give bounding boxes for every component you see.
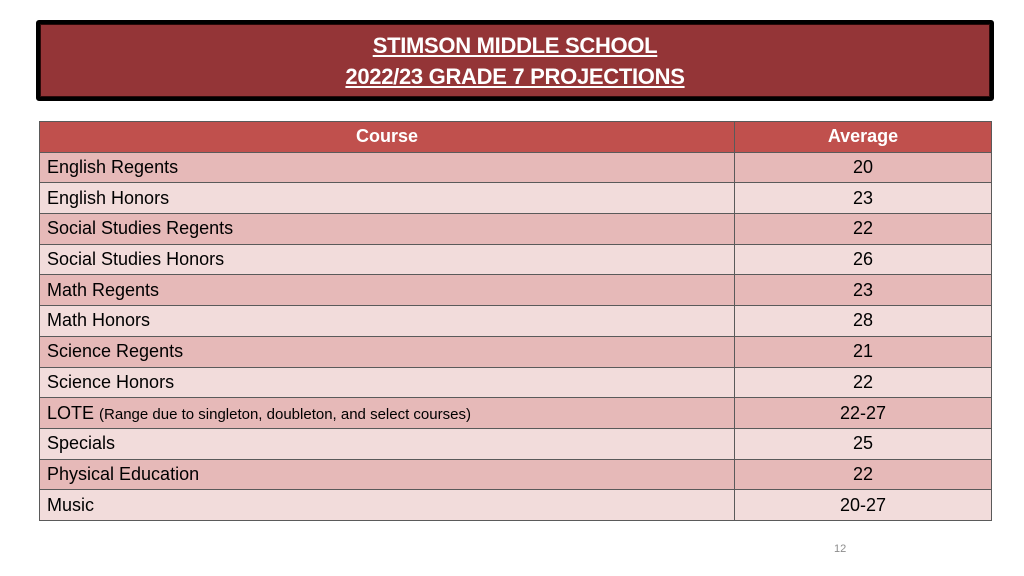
- course-cell: [40, 152, 735, 183]
- course-name: LOTE: [47, 402, 95, 423]
- course-name: Physical Education: [47, 463, 200, 484]
- header-course: Course: [40, 122, 735, 153]
- course-cell: [40, 244, 735, 275]
- table-body: [40, 152, 992, 520]
- average-cell: 23: [735, 183, 992, 214]
- title-banner: [36, 20, 994, 101]
- course-name: Social Studies Honors: [47, 249, 225, 270]
- course-cell: [40, 214, 735, 245]
- course-name: English Honors: [47, 187, 170, 208]
- course-note: (Range due to singleton, doubleton, and select courses): [99, 405, 471, 423]
- average-cell: 22: [735, 459, 992, 490]
- course-cell: [40, 336, 735, 367]
- header-average: Average: [735, 122, 992, 153]
- table-row: [40, 490, 992, 521]
- average-cell: 25: [735, 428, 992, 459]
- table-row: [40, 306, 992, 337]
- course-name: Specials: [47, 433, 116, 454]
- table-row: [40, 459, 992, 490]
- average-cell: 22: [735, 214, 992, 245]
- course-name: Math Honors: [47, 310, 151, 331]
- course-name: English Regents: [47, 157, 179, 178]
- course-name: Social Studies Regents: [47, 218, 234, 239]
- course-cell: [40, 275, 735, 306]
- course-cell: [40, 490, 735, 521]
- table-row: [40, 428, 992, 459]
- course-cell: [40, 428, 735, 459]
- table-row: [40, 183, 992, 214]
- course-cell: [40, 459, 735, 490]
- average-cell: 28: [735, 306, 992, 337]
- average-cell: 22: [735, 367, 992, 398]
- course-name: Math Regents: [47, 279, 160, 300]
- table-header-row: [40, 122, 992, 153]
- table-row: [40, 152, 992, 183]
- table-row: [40, 244, 992, 275]
- course-cell: [40, 398, 735, 429]
- course-name: Science Regents: [47, 341, 184, 362]
- projections-table: [39, 121, 992, 521]
- course-name: Music: [47, 494, 95, 515]
- title-projections: 2022/23 GRADE 7 PROJECTIONS: [345, 63, 685, 89]
- title-school: STIMSON MIDDLE SCHOOL: [372, 32, 658, 58]
- table-row: [40, 398, 992, 429]
- page-number: 12: [834, 543, 847, 555]
- average-cell: 22-27: [735, 398, 992, 429]
- average-cell: 23: [735, 275, 992, 306]
- table-row: [40, 214, 992, 245]
- average-cell: 20: [735, 152, 992, 183]
- course-cell: [40, 183, 735, 214]
- table-row: [40, 275, 992, 306]
- course-cell: [40, 367, 735, 398]
- average-cell: 20-27: [735, 490, 992, 521]
- table-row: [40, 367, 992, 398]
- average-cell: 21: [735, 336, 992, 367]
- course-cell: [40, 306, 735, 337]
- course-name: Science Honors: [47, 371, 175, 392]
- table-row: [40, 336, 992, 367]
- average-cell: 26: [735, 244, 992, 275]
